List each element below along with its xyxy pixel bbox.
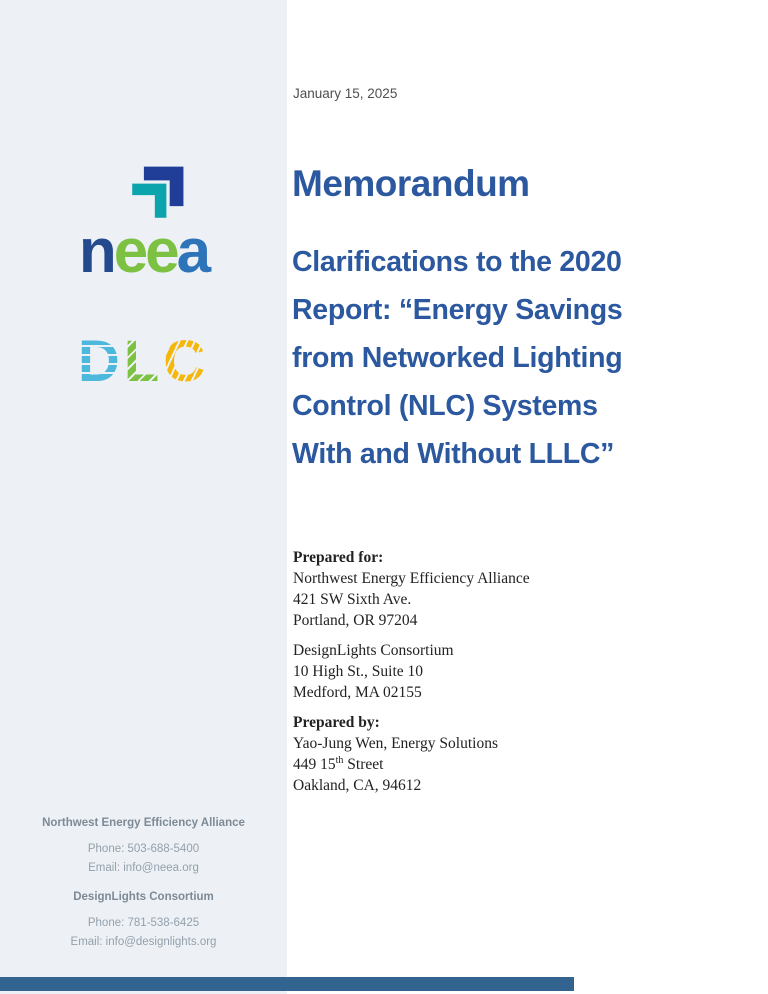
dlc-contact-phone: Phone: 781-538-6425: [87, 917, 200, 929]
neea-letters-ee: ee: [113, 217, 177, 286]
neea-contact-name: Northwest Energy Efficiency Alliance: [42, 817, 245, 829]
dlc-letter-l: L: [123, 329, 164, 394]
footer-accent-bar: [0, 977, 574, 991]
prepared-for-block-1: [293, 547, 713, 631]
dlc-contact-email: Email: info@designlights.org: [70, 936, 217, 948]
prepared-section: [293, 547, 713, 805]
neea-letter-n: n: [78, 217, 114, 286]
prepared-for-org1-street: 421 SW Sixth Ave.: [293, 591, 412, 608]
prepared-for-org1-name: Northwest Energy Efficiency Alliance: [293, 570, 530, 587]
prepared-for-org2-city: Medford, MA 02155: [293, 684, 422, 701]
prepared-for-org1-city: Portland, OR 97204: [293, 612, 418, 629]
page-subtitle: [292, 238, 622, 478]
dlc-contact-block: [0, 888, 287, 952]
prepared-for-org2-name: DesignLights Consortium: [293, 642, 454, 659]
neea-contact-phone: Phone: 503-688-5400: [87, 843, 200, 855]
prepared-by-block: [293, 712, 713, 796]
page-title: Memorandum: [292, 163, 530, 204]
prepared-by-author: Yao-Jung Wen, Energy Solutions: [293, 735, 499, 752]
prepared-by-street: [293, 754, 713, 775]
prepared-for-label: Prepared for:: [293, 549, 384, 566]
prepared-for-block-2: [293, 640, 713, 703]
neea-letter-a: a: [176, 217, 209, 286]
document-date: January 15, 2025: [293, 86, 398, 101]
street-name: Street: [343, 756, 384, 773]
dlc-letter-c: C: [163, 329, 210, 394]
neea-contact-block: [0, 814, 287, 878]
sidebar-panel: [0, 0, 287, 994]
dlc-logo: [0, 331, 287, 393]
subtitle-line: Control (NLC) Systems: [292, 390, 598, 422]
subtitle-line: With and Without LLLC”: [292, 438, 615, 470]
street-number: 449 15: [293, 756, 336, 773]
dlc-letter-d: D: [77, 329, 124, 394]
subtitle-line: from Networked Lighting: [292, 342, 623, 374]
dlc-contact-name: DesignLights Consortium: [73, 891, 214, 903]
neea-logo: [0, 156, 287, 286]
prepared-for-org2-street: 10 High St., Suite 10: [293, 663, 424, 680]
street-ordinal: th: [335, 754, 344, 766]
prepared-by-label: Prepared by:: [293, 714, 380, 731]
prepared-by-city: Oakland, CA, 94612: [293, 777, 422, 794]
neea-logo-wordmark: [0, 217, 287, 286]
sidebar-contact-footer: [0, 814, 287, 962]
neea-contact-email: Email: info@neea.org: [88, 862, 199, 874]
subtitle-line: Clarifications to the 2020: [292, 246, 622, 278]
subtitle-line: Report: “Energy Savings: [292, 294, 623, 326]
